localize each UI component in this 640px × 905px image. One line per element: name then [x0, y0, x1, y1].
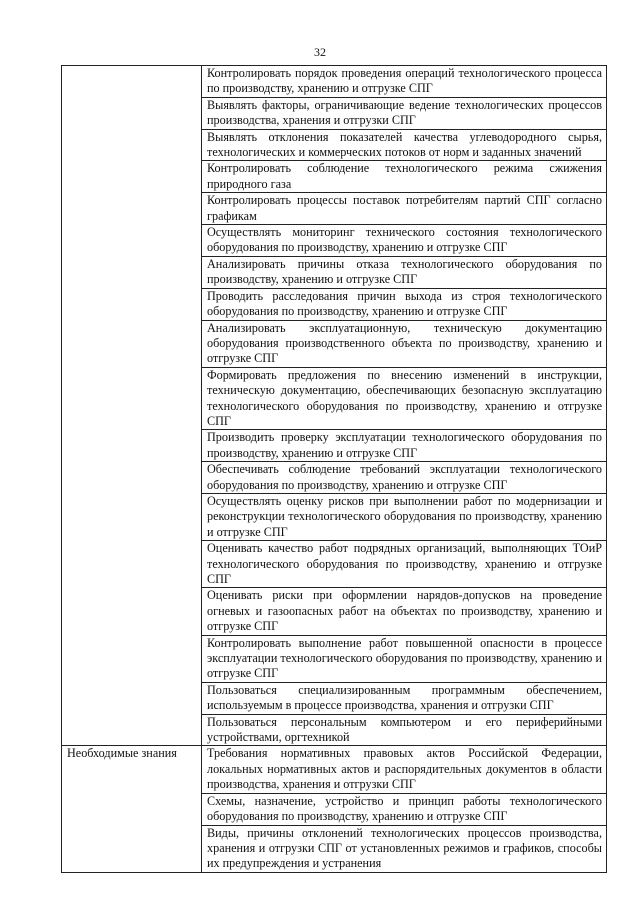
requirements-table: [61, 65, 607, 873]
requirement-cell: [202, 493, 607, 540]
requirement-text: Формировать предложения по внесению изменений в инструкции, техническую документацию, обеспечивающих безопасную эксплуатацию технологического оборудования по производству, хранению и отгрузке СПГ: [207, 367, 602, 428]
requirement-cell: [202, 825, 607, 872]
requirement-cell: [202, 288, 607, 320]
requirement-text: Производить проверку эксплуатации технологического оборудования по производству, хранению и отгрузке СПГ: [207, 430, 602, 460]
requirement-text: Контролировать порядок проведения операций технологического процесса по производству, хранению и отгрузке СПГ: [207, 66, 602, 96]
requirement-cell: [202, 462, 607, 494]
requirement-cell: [202, 97, 607, 129]
requirement-text: Пользоваться специализированным программным обеспечением, используемым в процессе производства, хранения и отгрузки СПГ: [207, 682, 602, 713]
requirement-cell: [202, 746, 607, 793]
requirement-cell: [202, 541, 607, 588]
requirement-cell: [202, 129, 607, 161]
requirement-cell: [202, 193, 607, 225]
requirement-cell: [202, 430, 607, 462]
requirement-text: Контролировать соблюдение технологического режима сжижения природного газа: [207, 161, 602, 191]
page-number: 32: [314, 45, 326, 59]
requirement-text: Схемы, назначение, устройство и принцип работы технологического оборудования по производству, хранению и отгрузке СПГ: [207, 793, 602, 824]
requirement-text: Контролировать процессы поставок потребителям партий СПГ согласно графикам: [207, 193, 602, 223]
requirement-text: Осуществлять мониторинг технического состояния технологического оборудования по производству, хранению и отгрузке СПГ: [207, 225, 602, 255]
section-label-cell: [62, 66, 202, 746]
requirement-cell: [202, 682, 607, 714]
requirement-text: Осуществлять оценку рисков при выполнении работ по модернизации и реконструкции технологического оборудования по производству, хранению и отгрузке СПГ: [207, 493, 602, 539]
requirement-text: Оценивать риски при оформлении нарядов-допусков на проведение огневых и газоопасных работ на объектах по производству, хранению и отгрузке СПГ: [207, 588, 602, 634]
requirement-text: Виды, причины отклонений технологических процессов производства, хранения и отгрузки СПГ от установленных режимов и графиков, способы их предупреждения и устранения: [207, 825, 602, 871]
table-row: [62, 746, 607, 793]
requirement-cell: [202, 588, 607, 635]
requirement-text: Оценивать качество работ подрядных организаций, выполняющих ТОиР технологического оборудования по производству, хранению и отгрузке СПГ: [207, 541, 602, 586]
table-body: [62, 66, 607, 873]
requirement-text: Выявлять отклонения показателей качества углеводородного сырья, технологических и коммерческих потоков от норм и заданных значений: [207, 129, 602, 160]
requirement-cell: [202, 161, 607, 193]
section-label: Необходимые знания: [67, 746, 177, 761]
requirement-cell: [202, 320, 607, 367]
requirement-text: Анализировать причины отказа технологического оборудования по производству, хранению и отгрузке СПГ: [207, 256, 602, 287]
requirement-text: Выявлять факторы, ограничивающие ведение технологических процессов производства, хранения и отгрузки СПГ: [207, 97, 602, 128]
requirement-text: Обеспечивать соблюдение требований эксплуатации технологического оборудования по производству, хранению и отгрузке СПГ: [207, 462, 602, 492]
requirement-text: Требования нормативных правовых актов Российской Федерации, локальных нормативных актов и распорядительных документов в области производства, хранения и отгрузки СПГ: [207, 746, 602, 792]
requirement-text: Проводить расследования причин выхода из строя технологического оборудования по производству, хранению и отгрузке СПГ: [207, 288, 602, 319]
requirement-cell: [202, 225, 607, 257]
requirement-text: Контролировать выполнение работ повышенной опасности в процессе эксплуатации технологического оборудования по производству, хранению и отгрузке СПГ: [207, 635, 602, 681]
requirement-cell: [202, 635, 607, 682]
requirement-cell: [202, 793, 607, 825]
requirement-cell: [202, 367, 607, 430]
requirement-cell: [202, 256, 607, 288]
requirement-cell: [202, 66, 607, 98]
requirement-text: Анализировать эксплуатационную, техническую документацию оборудования производственного объекта по производству, хранению и отгрузке СПГ: [207, 320, 602, 366]
requirement-cell: [202, 714, 607, 746]
requirement-text: Пользоваться персональным компьютером и его периферийными устройствами, оргтехникой: [207, 714, 602, 745]
section-label-cell: [62, 746, 202, 872]
table-row: [62, 66, 607, 98]
